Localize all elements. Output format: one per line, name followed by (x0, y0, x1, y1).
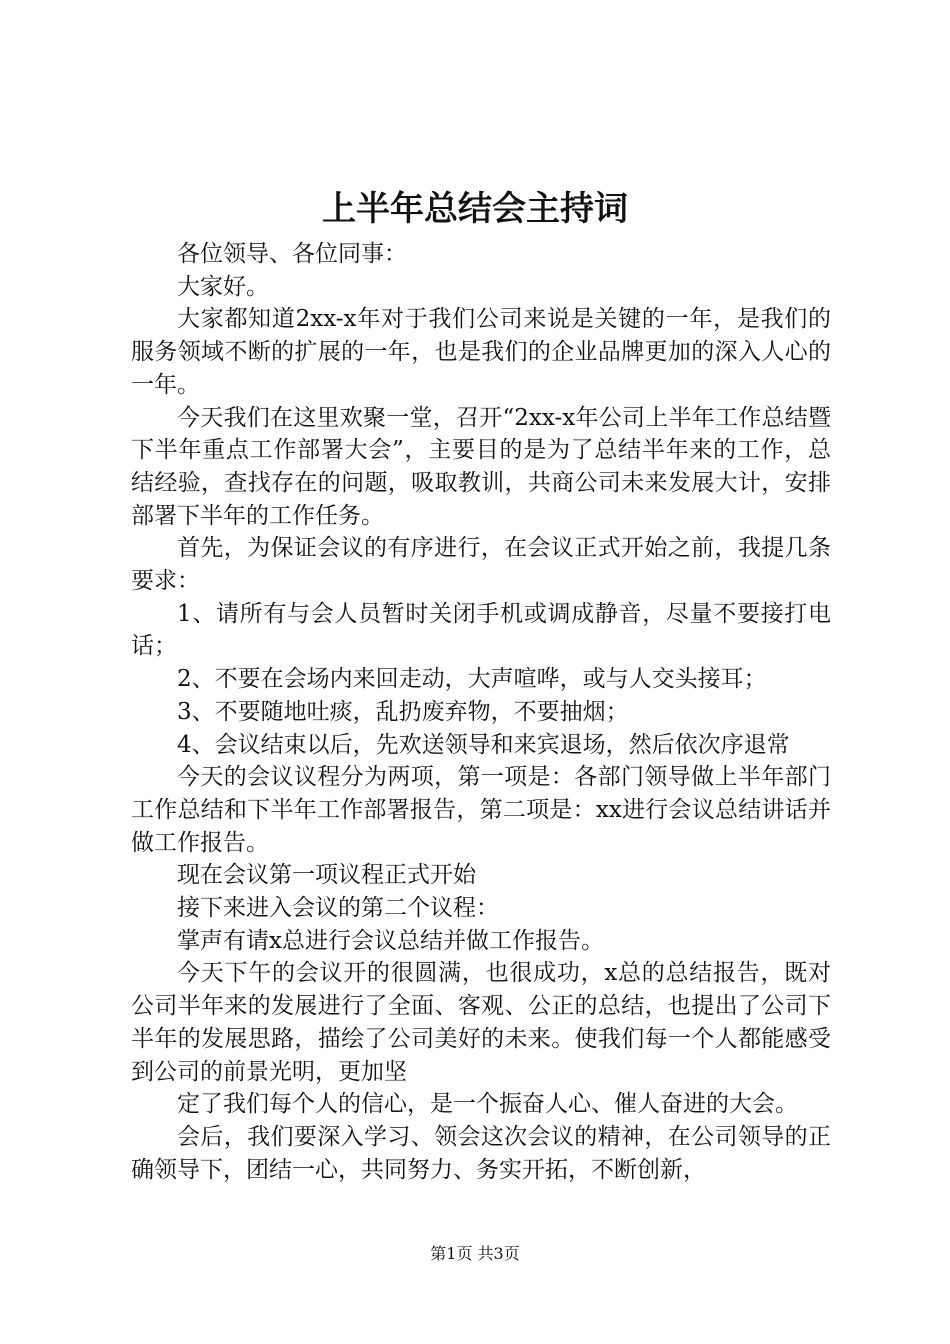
paragraph: 大家好。 (177, 273, 269, 300)
list-item: 3、不要随地吐痰，乱扔废弃物，不要抽烟； (177, 698, 629, 725)
paragraph: 现在会议第一项议程正式开始 (177, 862, 476, 889)
paragraph: 首先，为保证会议的有序进行，在会议正式开始之前，我提几条要求： (131, 535, 831, 595)
document-title: 上半年总结会主持词 (322, 189, 628, 229)
paragraph: 大家都知道2xx-x年对于我们公司来说是关键的一年，是我们的服务领域不断的扩展的一年，也是我们的企业品牌更加的深入人心的一年。 (131, 306, 831, 398)
paragraph: 定了我们每个人的信心，是一个振奋人心、催人奋进的大会。 (177, 1091, 798, 1118)
page-footer: 第1页 共3页 (430, 1244, 520, 1263)
paragraph: 会后，我们要深入学习、领会这次会议的精神，在公司领导的正确领导下，团结一心，共同努力、务实开拓，不断创新， (131, 1123, 831, 1183)
list-item: 4、会议结束以后，先欢送领导和来宾退场，然后依次序退常 (177, 731, 790, 758)
list-item: 1、请所有与会人员暂时关闭手机或调成静音，尽量不要接打电话； (131, 600, 831, 660)
paragraph: 接下来进入会议的第二个议程： (177, 895, 499, 922)
paragraph: 今天下午的会议开的很圆满，也很成功，x总的总结报告，既对公司半年来的发展进行了全面、客观、公正的总结，也提出了公司下半年的发展思路，描绘了公司美好的未来。使我们每一个人都能感受到公司的前景光明，更加坚 (131, 960, 831, 1085)
document-body (131, 238, 831, 1186)
paragraph: 掌声有请x总进行会议总结并做工作报告。 (177, 927, 604, 954)
paragraph: 今天的会议议程分为两项，第一项是：各部门领导做上半年部门工作总结和下半年工作部署报告，第二项是：xx进行会议总结讲话并做工作报告。 (131, 764, 831, 856)
list-item: 2、不要在会场内来回走动，大声喧哗，或与人交头接耳； (177, 666, 767, 693)
paragraph: 各位领导、各位同事： (177, 241, 407, 267)
paragraph: 今天我们在这里欢聚一堂，召开“2xx-x年公司上半年工作总结暨下半年重点工作部署大会”，主要目的是为了总结半年来的工作，总结经验，查找存在的问题，吸取教训，共商公司未来发展大计，安排部署下半年的工作任务。 (131, 404, 831, 529)
